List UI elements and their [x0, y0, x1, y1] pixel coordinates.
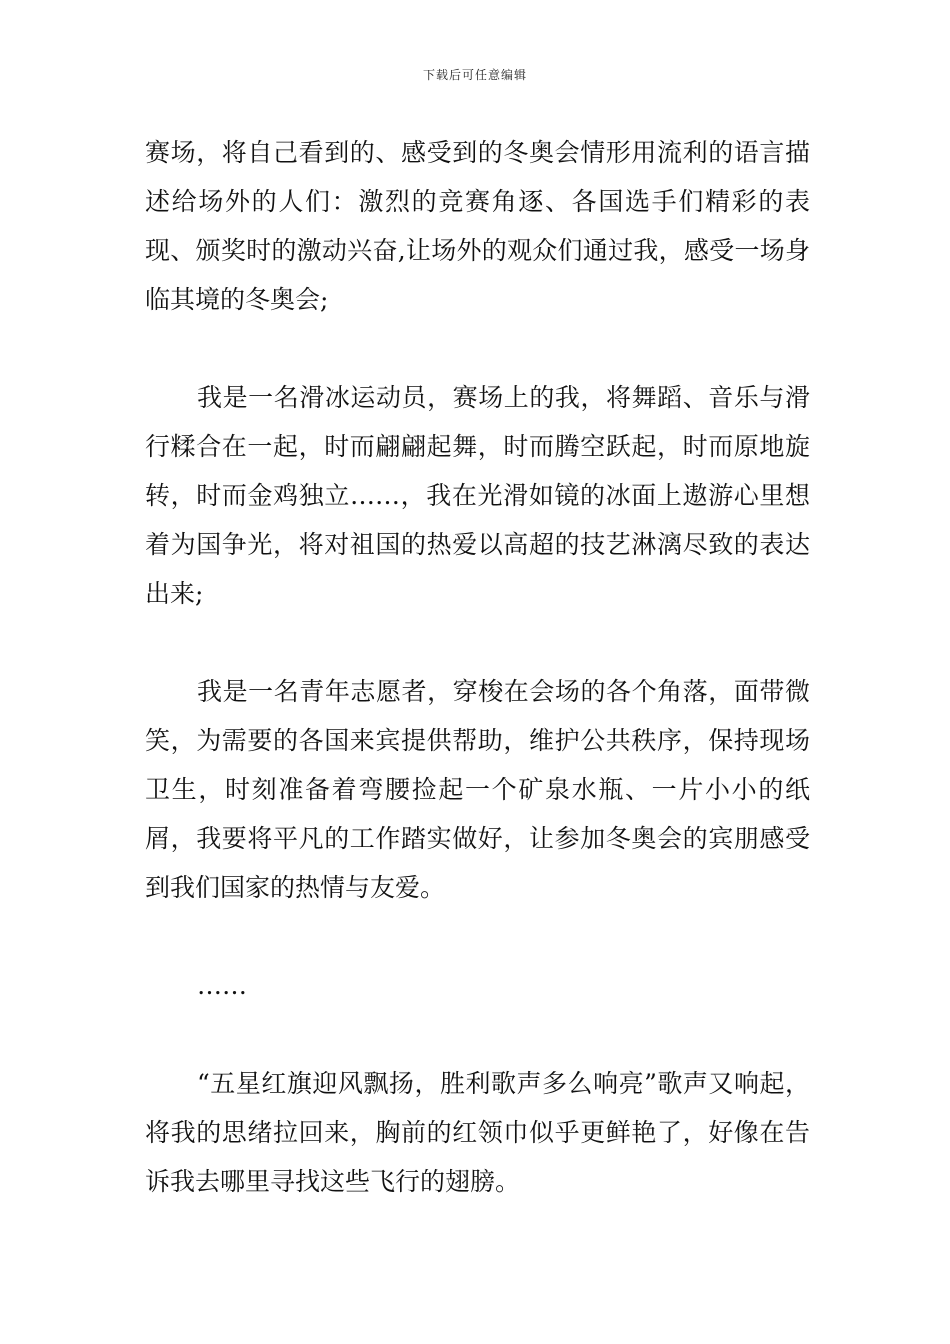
document-body [145, 128, 810, 1206]
page-header-note: 下载后可任意编辑 [422, 68, 527, 82]
paragraph-venue-commentary: 赛场，将自己看到的、感受到的冬奥会情形用流利的语言描述给场外的人们：激烈的竞赛角逐、各国选手们精彩的表现、颁奖时的激动兴奋,让场外的观众们通过我，感受一场身临其境的冬奥会; [145, 138, 810, 314]
paragraph-skater: 我是一名滑冰运动员，赛场上的我，将舞蹈、音乐与滑行糅合在一起，时而翩翩起舞，时而腾空跃起，时而原地旋转，时而金鸡独立……，我在光滑如镜的冰面上遨游心里想着为国争光，将对祖国的热爱以高超的技艺淋漓尽致的表达出来; [145, 383, 810, 608]
paragraph-volunteer: 我是一名青年志愿者，穿梭在会场的各个角落，面带微笑，为需要的各国来宾提供帮助，维护公共秩序，保持现场卫生，时刻准备着弯腰捡起一个矿泉水瓶、一片小小的纸屑，我要将平凡的工作踏实做好，让参加冬奥会的宾朋感受到我们国家的热情与友爱。 [145, 677, 810, 902]
paragraph-ellipsis: …… [197, 971, 247, 1000]
paragraph-closing: “五星红旗迎风飘扬，胜利歌声多么响亮”歌声又响起，将我的思绪拉回来，胸前的红领巾似乎更鲜艳了，好像在告诉我去哪里寻找这些飞行的翅膀。 [145, 1069, 810, 1196]
